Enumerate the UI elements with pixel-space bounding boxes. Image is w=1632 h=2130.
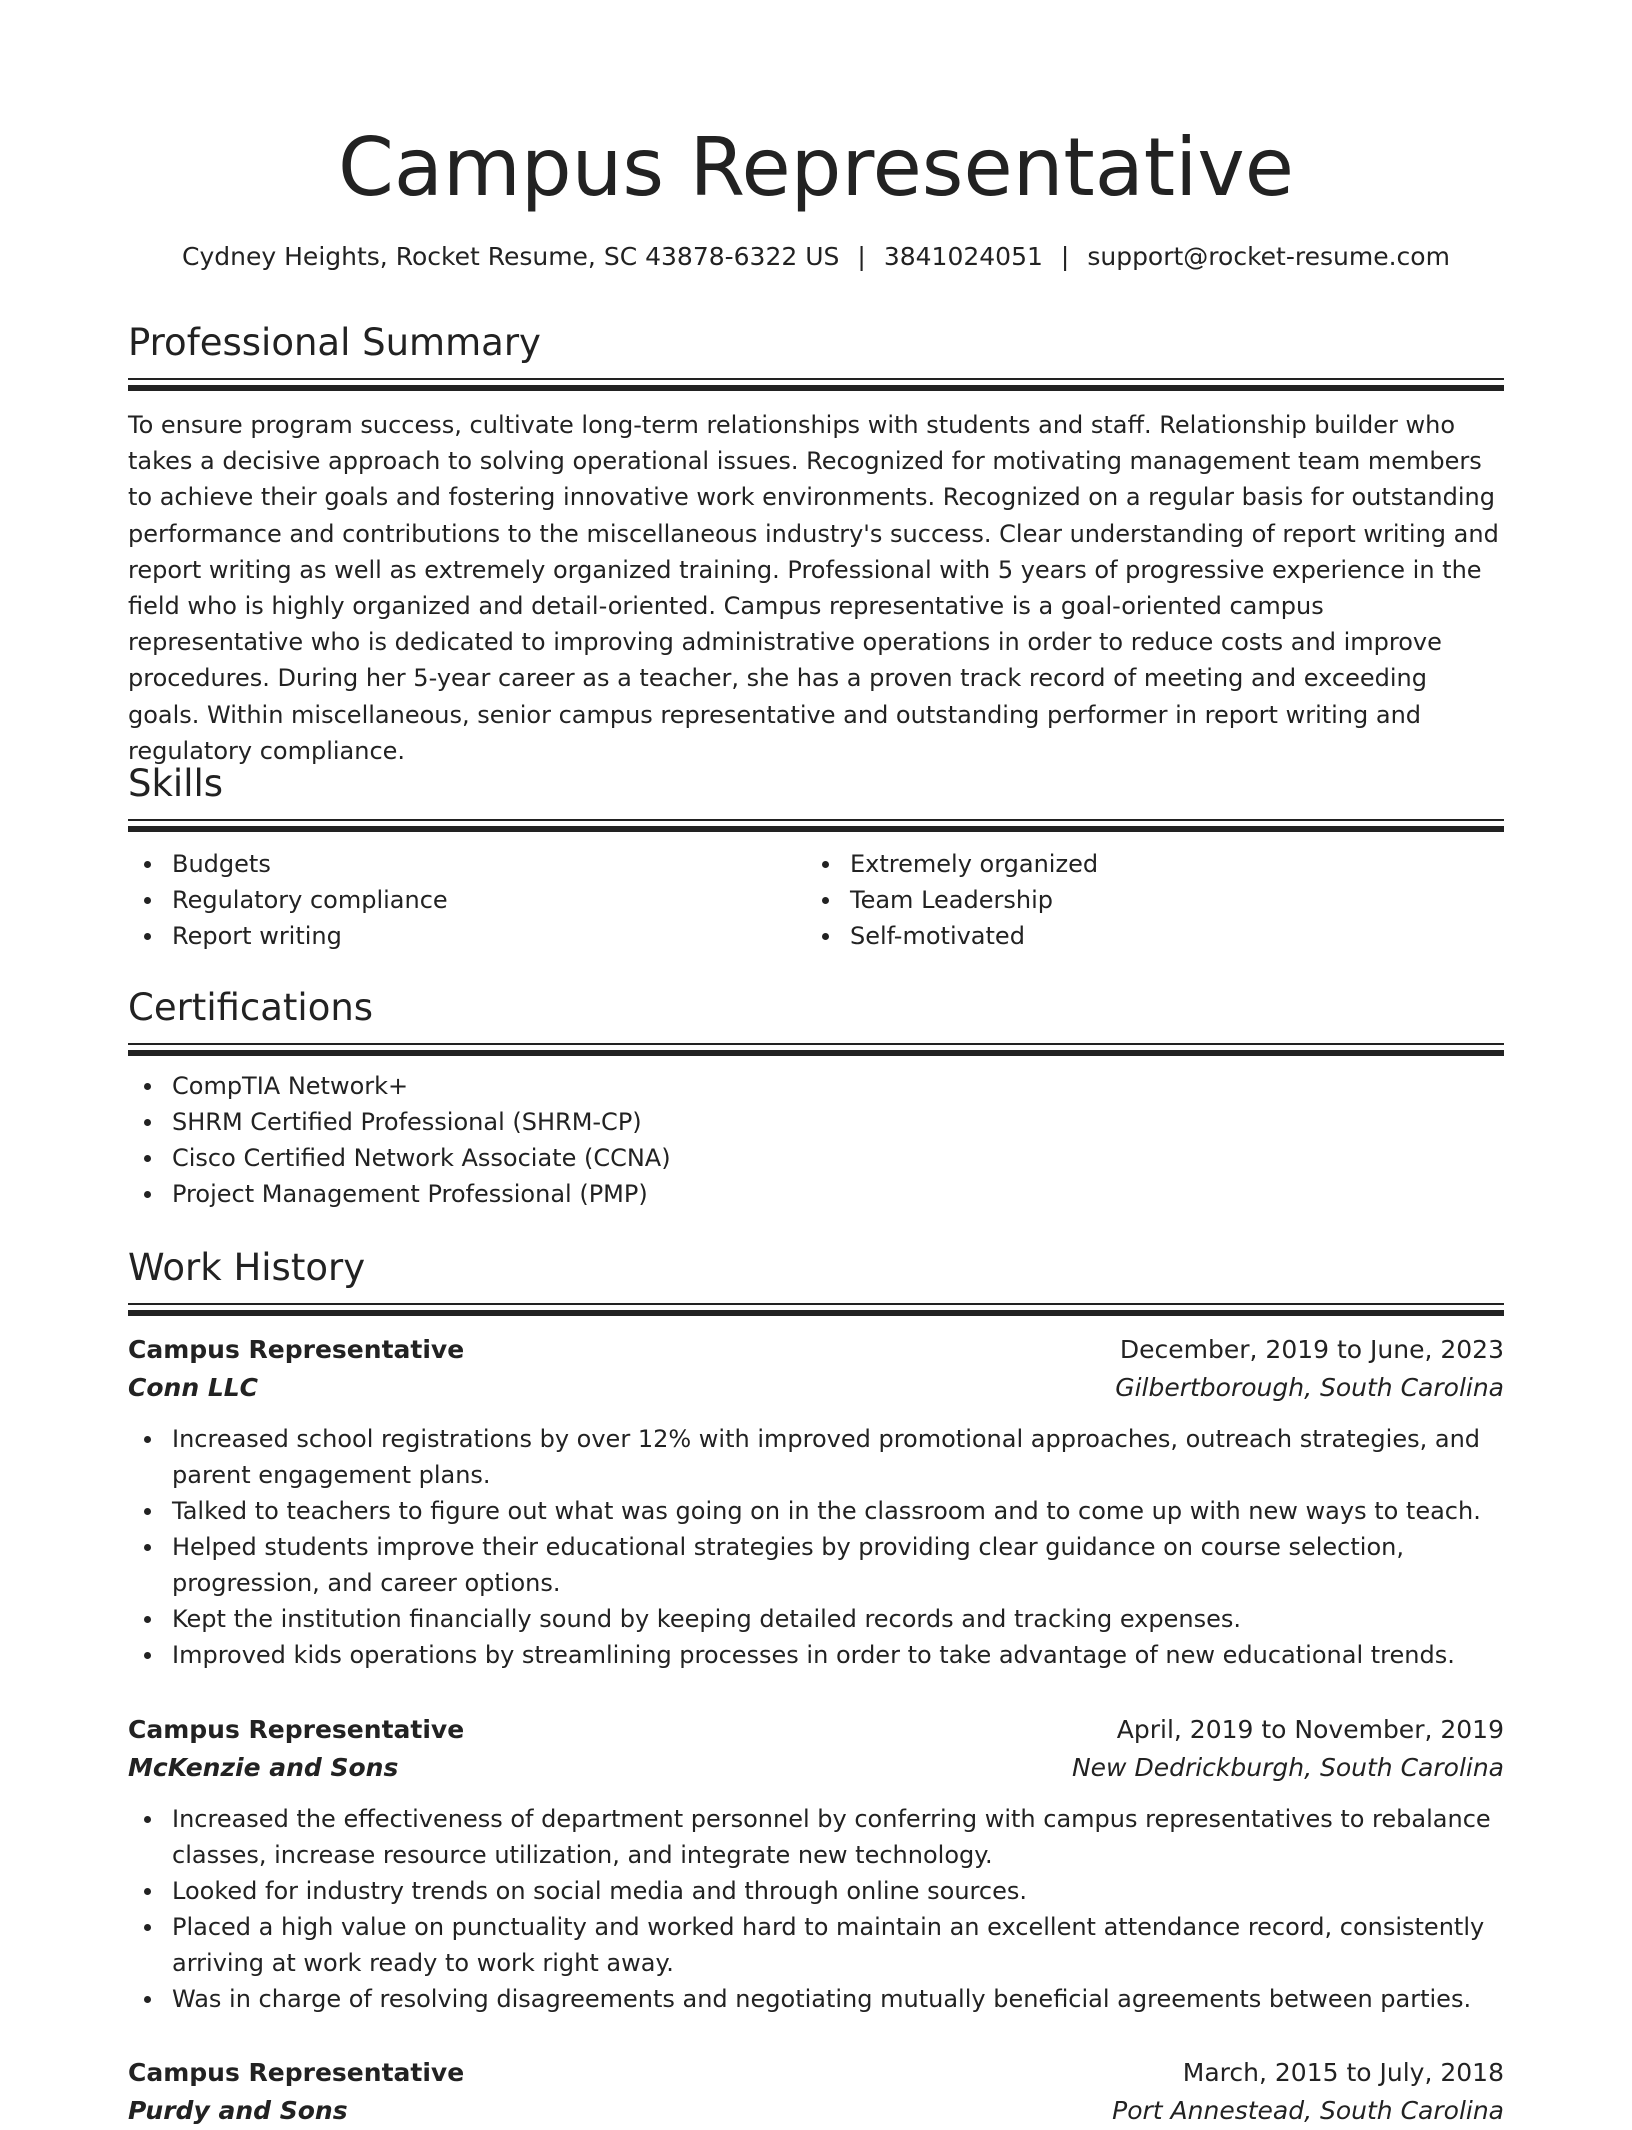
job-entry bbox=[128, 2054, 1504, 2130]
job-bullet: Looked for industry trends on social media and through online sources. bbox=[128, 1873, 1504, 1909]
summary-heading: Professional Summary bbox=[128, 321, 541, 364]
section-divider bbox=[128, 378, 1504, 391]
job-location: Port Annestead, South Carolina bbox=[1112, 2096, 1504, 2125]
job-bullet: Increased school registrations by over 12% with improved promotional approaches, outreach strategies, and parent engagement plans. bbox=[128, 1421, 1504, 1493]
contact-separator: | bbox=[857, 242, 866, 271]
skills-grid bbox=[128, 846, 1504, 954]
section-divider bbox=[128, 1043, 1504, 1056]
job-location: New Dedrickburgh, South Carolina bbox=[1071, 1753, 1504, 1782]
job-title: Campus Representative bbox=[128, 1335, 465, 1364]
skill-item: Extremely organized bbox=[806, 846, 1484, 882]
job-company: Conn LLC bbox=[128, 1373, 259, 1402]
job-bullet: Kept the institution financially sound by keeping detailed records and tracking expenses. bbox=[128, 1601, 1504, 1637]
summary-section bbox=[128, 318, 1504, 769]
resume-page bbox=[128, 0, 1504, 2125]
certification-item: Project Management Professional (PMP) bbox=[128, 1176, 1504, 1212]
skills-column-right bbox=[806, 846, 1484, 954]
certifications-section bbox=[128, 983, 1504, 1212]
work-history-section bbox=[128, 1243, 1504, 1316]
job-bullet: Increased the effectiveness of department personnel by conferring with campus representatives to rebalance classes, increase resource utilization, and integrate new technology. bbox=[128, 1801, 1504, 1873]
job-title: Campus Representative bbox=[128, 1715, 465, 1744]
job-title: Campus Representative bbox=[128, 2058, 465, 2087]
skill-item: Self-motivated bbox=[806, 918, 1484, 954]
certifications-heading: Certifications bbox=[128, 986, 374, 1029]
job-bullet: Placed a high value on punctuality and worked hard to maintain an excellent attendance record, consistently arriving at work ready to work right away. bbox=[128, 1909, 1504, 1981]
contact-line bbox=[128, 237, 1504, 277]
skills-column-left bbox=[128, 846, 806, 954]
contact-phone: 3841024051 bbox=[883, 242, 1043, 271]
contact-address: Cydney Heights, Rocket Resume, SC 43878-6322 US bbox=[182, 242, 840, 271]
certification-item: CompTIA Network+ bbox=[128, 1068, 1504, 1104]
certification-item: Cisco Certified Network Associate (CCNA) bbox=[128, 1140, 1504, 1176]
job-company: Purdy and Sons bbox=[128, 2096, 348, 2125]
resume-title: Campus Representative bbox=[338, 121, 1294, 214]
skills-heading: Skills bbox=[128, 762, 224, 805]
job-bullet: Talked to teachers to figure out what was going on in the classroom and to come up with new ways to teach. bbox=[128, 1493, 1504, 1529]
job-bullet: Helped students improve their educational strategies by providing clear guidance on course selection, progression, and career options. bbox=[128, 1529, 1504, 1601]
job-bullet: Was in charge of resolving disagreements and negotiating mutually beneficial agreements between parties. bbox=[128, 1981, 1504, 2017]
skill-item: Regulatory compliance bbox=[128, 882, 806, 918]
job-entry bbox=[128, 1331, 1504, 1673]
section-divider bbox=[128, 819, 1504, 832]
job-dates: March, 2015 to July, 2018 bbox=[1182, 2058, 1504, 2087]
skill-item: Budgets bbox=[128, 846, 806, 882]
job-bullet: Improved kids operations by streamlining processes in order to take advantage of new educational trends. bbox=[128, 1637, 1504, 1673]
section-divider bbox=[128, 1303, 1504, 1316]
certification-item: SHRM Certified Professional (SHRM-CP) bbox=[128, 1104, 1504, 1140]
job-location: Gilbertborough, South Carolina bbox=[1115, 1373, 1504, 1402]
job-company: McKenzie and Sons bbox=[128, 1753, 399, 1782]
contact-separator: | bbox=[1060, 242, 1070, 271]
job-entry bbox=[128, 1711, 1504, 2017]
work-history-heading: Work History bbox=[128, 1246, 366, 1289]
summary-text: To ensure program success, cultivate long-term relationships with students and staff. Relationship builder who takes a decisive approach to solving operational issues. Recognized for motivating management team members to achieve their goals and fostering innovative work environments. Recognized on a regular basis for outstanding performance and contributions to the miscellaneous industry's success. Clear understanding of report writing and report writing as well as extremely organized training. Professional with 5 years of progressive experience in the field who is highly organized and detail-oriented. Campus representative is a goal-oriented campus representative who is dedicated to improving administrative operations in order to reduce costs and improve procedures. During her 5-year career as a teacher, she has a proven track record of meeting and exceeding goals. Within miscellaneous, senior campus representative and outstanding performer in report writing and regulatory compliance. bbox=[128, 411, 1499, 765]
job-dates: April, 2019 to November, 2019 bbox=[1116, 1715, 1504, 1744]
skills-section bbox=[128, 759, 1504, 954]
job-dates: December, 2019 to June, 2023 bbox=[1119, 1335, 1504, 1364]
skill-item: Team Leadership bbox=[806, 882, 1484, 918]
contact-email: support@rocket-resume.com bbox=[1087, 242, 1450, 271]
skill-item: Report writing bbox=[128, 918, 806, 954]
